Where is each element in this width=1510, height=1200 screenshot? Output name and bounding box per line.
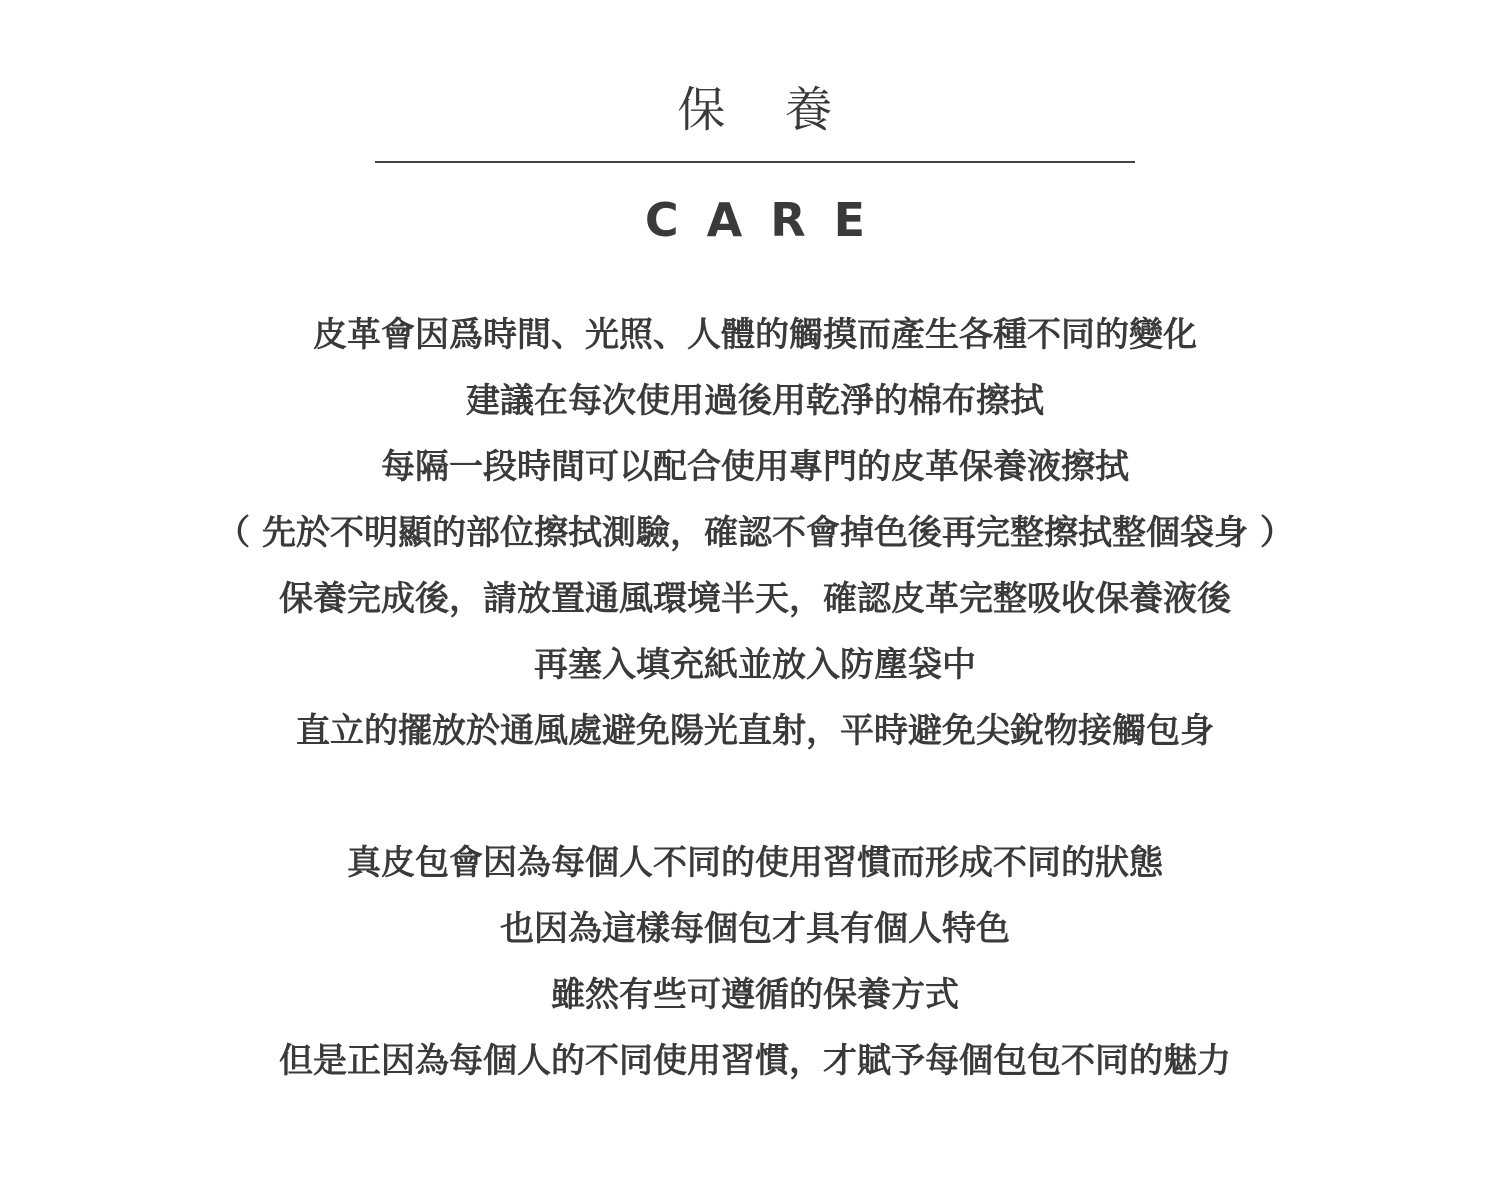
page-title-zh: 保 養	[677, 82, 855, 138]
care-line: 再塞入填充紙並放入防塵袋中	[534, 645, 976, 685]
care-line: 保養完成後，請放置通風環境半天，確認皮革完整吸收保養液後	[279, 579, 1231, 619]
character-line: 但是正因為每個人的不同使用習慣，才賦予每個包包不同的魅力	[279, 1041, 1231, 1081]
title-divider	[375, 161, 1135, 163]
care-line: （ 先於不明顯的部位擦拭測驗，確認不會掉色後再完整擦拭整個袋身 ）	[216, 513, 1294, 553]
care-line: 建議在每次使用過後用乾淨的棉布擦拭	[466, 381, 1044, 421]
character-line: 也因為這樣每個包才具有個人特色	[500, 909, 1010, 949]
leather-character-paragraph	[0, 830, 1510, 1094]
care-line: 皮革會因爲時間、光照、人體的觸摸而產生各種不同的變化	[313, 315, 1197, 355]
character-line: 雖然有些可遵循的保養方式	[551, 975, 959, 1015]
care-line: 每隔一段時間可以配合使用專門的皮革保養液擦拭	[381, 447, 1129, 487]
care-instructions-paragraph	[0, 302, 1510, 764]
care-line: 直立的擺放於通風處避免陽光直射，平時避免尖銳物接觸包身	[296, 711, 1214, 751]
page-title-en: CARE	[644, 193, 894, 247]
character-line: 真皮包會因為每個人不同的使用習慣而形成不同的狀態	[347, 843, 1163, 883]
